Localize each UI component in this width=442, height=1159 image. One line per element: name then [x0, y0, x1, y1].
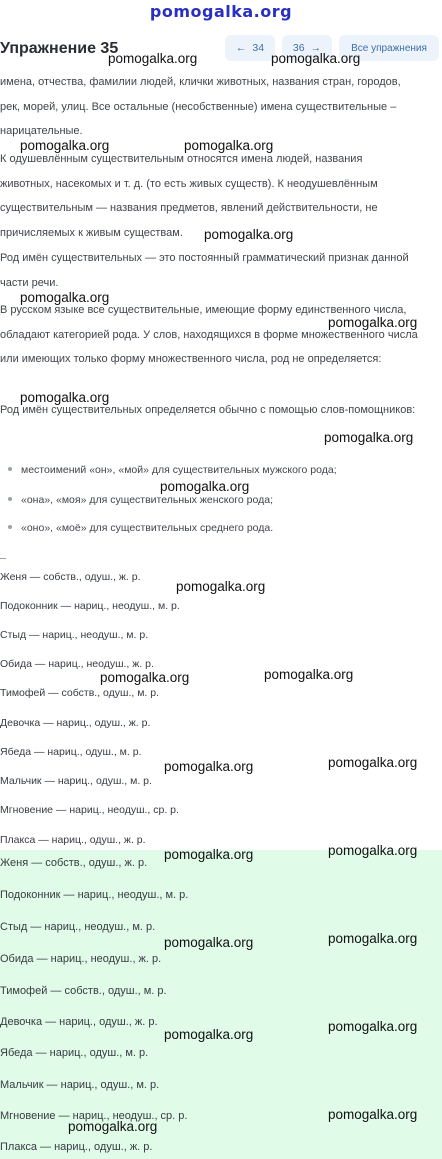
watermark: pomogalka.org: [328, 755, 418, 770]
watermark: pomogalka.org: [328, 931, 418, 946]
answer-row: Ябеда — нариц., одуш., м. р.: [0, 1047, 149, 1059]
word-row: Обида — нариц., неодуш., ж. р.: [0, 658, 154, 670]
all-exercises-button[interactable]: Все упражнения: [339, 35, 439, 61]
watermark: pomogalka.org: [176, 579, 266, 594]
watermark: pomogalka.org: [164, 1027, 254, 1042]
rule-paragraph-1: имена, отчества, фамилии людей, клички животных, названия стран, городов, рек, морей, улиц. Все остальные (несобственные) имена существительные – нарицательные.: [0, 76, 401, 137]
word-row: Женя — собств., одуш., ж. р.: [0, 571, 141, 583]
arrow-right-icon: →: [310, 42, 322, 54]
answer-row: Мальчик — нариц., одуш., м. р.: [0, 1079, 160, 1091]
word-row: Мгновение — нариц., неодуш., ср. р.: [0, 804, 179, 816]
bullet-icon: [8, 497, 12, 501]
watermark: pomogalka.org: [328, 843, 418, 858]
watermark: pomogalka.org: [204, 227, 294, 242]
rule-paragraph-5: Род имён существительных определяется обычно с помощью слов-помощников:: [0, 404, 416, 416]
word-row: Подоконник — нариц., неодуш., м. р.: [0, 600, 180, 612]
watermark: pomogalka.org: [164, 759, 254, 774]
bullet-icon: [8, 467, 12, 471]
prev-exercise-label: 34: [252, 42, 265, 54]
arrow-left-icon: ←: [235, 42, 247, 54]
site-title[interactable]: pomogalka.org: [149, 2, 293, 21]
answer-row: Обида — нариц., неодуш., ж. р.: [0, 953, 162, 965]
answer-row: Девочка — нариц., одуш., ж. р.: [0, 1016, 158, 1028]
list-item: «оно», «моё» для существительных среднего рода.: [8, 521, 428, 535]
watermark: pomogalka.org: [68, 1119, 158, 1134]
watermark: pomogalka.org: [160, 479, 250, 494]
word-row: Плакса — нариц., одуш., ж. р.: [0, 834, 146, 846]
exercise-header: [0, 33, 442, 63]
watermark: pomogalka.org: [264, 667, 354, 682]
bullet-icon: [8, 525, 12, 529]
list-item: «она», «моя» для существительных женского рода;: [8, 493, 428, 507]
watermark: pomogalka.org: [184, 138, 274, 153]
watermark: pomogalka.org: [328, 1019, 418, 1034]
watermark: pomogalka.org: [20, 138, 110, 153]
divider: [0, 558, 6, 559]
watermark: pomogalka.org: [271, 51, 361, 66]
answer-row: Плакса — нариц., одуш., ж. р.: [0, 1141, 153, 1153]
list-item: местоимений «он», «мой» для существительных мужского рода;: [8, 463, 428, 477]
watermark: pomogalka.org: [20, 390, 110, 405]
answer-row: Мгновение — нариц., неодуш., ср. р.: [0, 1110, 188, 1122]
next-exercise-label: 36: [292, 42, 305, 54]
watermark: pomogalka.org: [328, 1107, 418, 1122]
watermark: pomogalka.org: [328, 315, 418, 330]
answer-row: Стыд — нариц., неодуш., м. р.: [0, 921, 156, 933]
answer-row: Женя — собств., одуш., ж. р.: [0, 857, 148, 869]
rule-paragraph-4: В русском языке все существительные, имеющие форму единственного числа, обладают категорией рода. У слов, находящихся в форме множественного числа или имеющих только форму множественного числа, род не определяется:: [0, 304, 418, 365]
answer-row: Подоконник — нариц., неодуш., м. р.: [0, 889, 189, 901]
word-row: Девочка — нариц., одуш., ж. р.: [0, 717, 151, 729]
page-title: Упражнение 35: [0, 40, 119, 57]
watermark: pomogalka.org: [164, 935, 254, 950]
word-row: Стыд — нариц., неодуш., м. р.: [0, 629, 149, 641]
answer-row: Тимофей — собств., одуш., м. р.: [0, 985, 167, 997]
rule-paragraph-3: Род имён существительных — это постоянный грамматический признак данной части речи.: [0, 252, 409, 289]
watermark: pomogalka.org: [164, 847, 254, 862]
word-row: Тимофей — собств., одуш., м. р.: [0, 687, 160, 699]
prev-exercise-button[interactable]: [225, 35, 275, 61]
watermark: pomogalka.org: [20, 290, 110, 305]
watermark: pomogalka.org: [100, 670, 190, 685]
watermark: pomogalka.org: [324, 430, 414, 445]
word-row: Мальчик — нариц., одуш., м. р.: [0, 775, 152, 787]
word-row: Ябеда — нариц., одуш., м. р.: [0, 746, 142, 758]
watermark: pomogalka.org: [108, 51, 198, 66]
rule-paragraph-2: К одушевлённым существительным относятся имена людей, названия животных, насекомых и т. д. (то есть живых существ). К неодушевлённым существительным — названия предметов, явлений действительности, не причисляемых к живым существам.: [0, 153, 378, 239]
